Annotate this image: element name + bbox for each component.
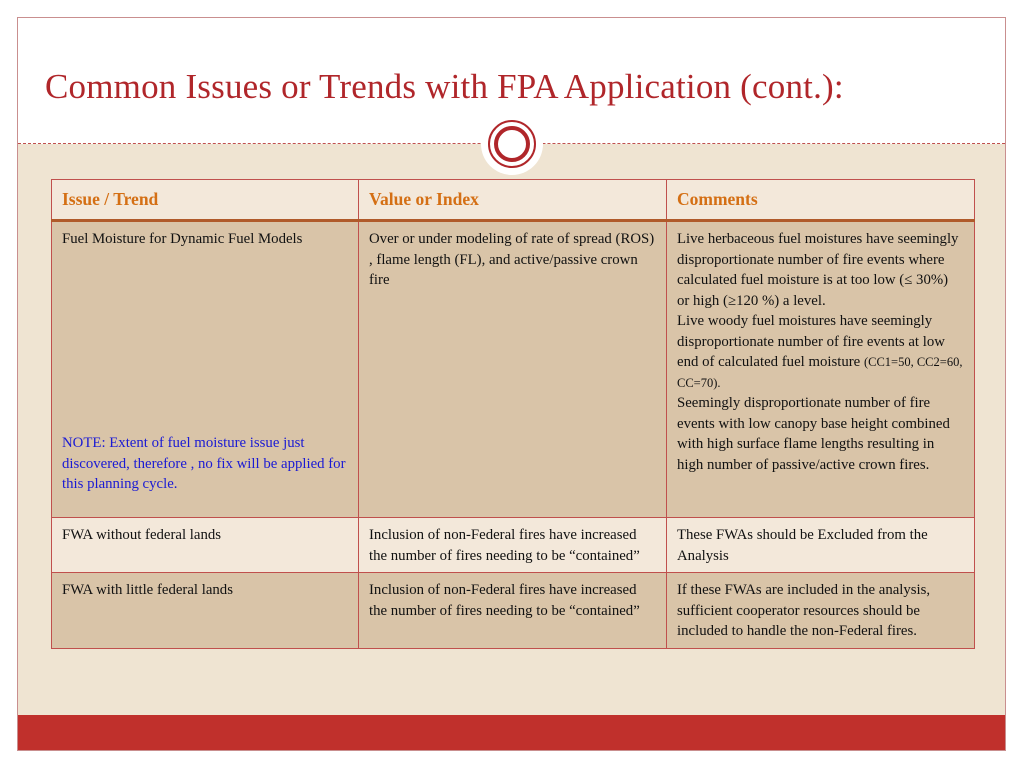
value-cell: Inclusion of non-Federal fires have increased the number of fires needing to be “contained”: [359, 518, 667, 573]
comment-herbaceous: Live herbaceous fuel moistures have seemingly disproportionate number of fire events where calculated fuel moisture is at too low (≤ 30%) or high (≥120 %) a level.: [677, 231, 959, 309]
header-issue-trend: Issue / Trend: [52, 180, 359, 221]
slide: [17, 17, 1006, 751]
slide-title: Common Issues or Trends with FPA Application (cont.):: [45, 67, 844, 106]
table-row: [52, 573, 975, 649]
issue-note: NOTE: Extent of fuel moisture issue just discovered, therefore , no fix will be applied for this planning cycle.: [62, 435, 346, 492]
comments-cell: [667, 221, 975, 518]
header-value-index: Value or Index: [359, 180, 667, 221]
comment-woody: Live woody fuel moistures have seemingly disproportionate number of fire events at low end of calculated fuel moisture: [677, 313, 945, 370]
comments-cell: These FWAs should be Excluded from the Analysis: [667, 518, 975, 573]
table-header-row: [52, 180, 975, 221]
issues-table: [51, 179, 975, 649]
table-row: [52, 221, 975, 518]
value-text: Over or under modeling of rate of spread (ROS) , flame length (FL), and active/passive crown fire: [369, 231, 655, 288]
issue-cell: FWA without federal lands: [52, 518, 359, 573]
table-row: [52, 518, 975, 573]
comments-cell: If these FWAs are included in the analysis, sufficient cooperator resources should be included to handle the non-Federal fires.: [667, 573, 975, 649]
issue-cell: FWA with little federal lands: [52, 573, 359, 649]
value-cell: Inclusion of non-Federal fires have increased the number of fires needing to be “contained”: [359, 573, 667, 649]
issue-text: Fuel Moisture for Dynamic Fuel Models: [62, 231, 303, 247]
issue-cell: [52, 221, 359, 518]
comment-woody-values: (CC1=50, CC2=60, CC=70).: [677, 355, 963, 390]
circle-ornament-icon: [481, 113, 543, 175]
footer-bar: [18, 715, 1005, 750]
value-cell: [359, 221, 667, 518]
header-comments: Comments: [667, 180, 975, 221]
comment-canopy: Seemingly disproportionate number of fire events with low canopy base height combined with high surface flame lengths resulting in high number of passive/active crown fires.: [677, 395, 950, 473]
